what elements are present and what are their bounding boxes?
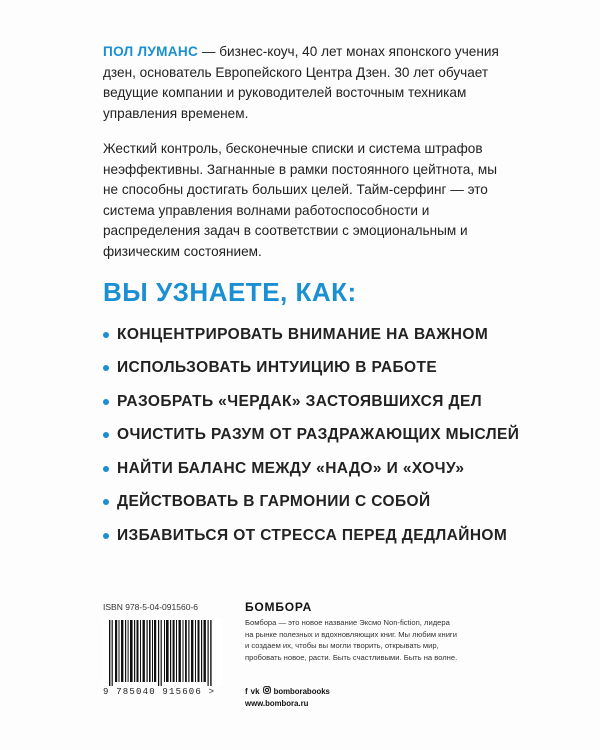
list-item-text: ОЧИСТИТЬ РАЗУМ ОТ РАЗДРАЖАЮЩИХ МЫСЛЕЙ [117, 426, 520, 444]
instagram-icon[interactable] [263, 686, 271, 696]
list-item-text: РАЗОБРАТЬ «ЧЕРДАК» ЗАСТОЯВШИХСЯ ДЕЛ [117, 392, 482, 410]
bullet-dot-icon [103, 432, 109, 438]
barcode-digits: 9 785040 915606 > [103, 687, 216, 697]
bullet-dot-icon [103, 533, 109, 539]
list-item [103, 419, 523, 453]
publisher-block [245, 600, 460, 663]
vk-icon[interactable]: vk [250, 686, 260, 696]
list-item [103, 352, 523, 386]
list-item [103, 452, 523, 486]
social-links [245, 686, 330, 696]
list-item-text: КОНЦЕНТРИРОВАТЬ ВНИМАНИЕ НА ВАЖНОМ [117, 325, 489, 343]
facebook-icon[interactable]: f [245, 686, 248, 696]
author-intro [103, 42, 503, 124]
list-item-text: ДЕЙСТВОВАТЬ В ГАРМОНИИ С СОБОЙ [117, 493, 431, 511]
bullet-dot-icon [103, 466, 109, 472]
book-description: Жесткий контроль, бесконечные списки и система штрафов неэффективны. Загнанные в рамки постоянного цейтнота, мы не способны достигать больших целей. Тайм-серфинг — это система управления волнами работоспособности и распределения задач в соответствии с эмоциональным и физическим состоянием. [103, 141, 497, 259]
list-item-text: НАЙТИ БАЛАНС МЕЖДУ «НАДО» И «ХОЧУ» [117, 459, 465, 477]
publisher-website[interactable]: www.bombora.ru [245, 699, 309, 708]
author-name: ПОЛ ЛУМАНС [103, 44, 199, 59]
barcode-graphic [103, 618, 223, 686]
bullet-dot-icon [103, 332, 109, 338]
list-item-text: ИСПОЛЬЗОВАТЬ ИНТУИЦИЮ В РАБОТЕ [117, 359, 438, 377]
learn-heading: ВЫ УЗНАЕТЕ, КАК: [103, 277, 357, 307]
barcode-icon [103, 618, 223, 686]
learn-list [103, 318, 523, 553]
list-item-text: ИЗБАВИТЬСЯ ОТ СТРЕССА ПЕРЕД ДЕДЛАЙНОМ [117, 526, 508, 544]
bullet-dot-icon [103, 499, 109, 505]
social-handle[interactable]: bomborabooks [273, 686, 330, 696]
list-item [103, 318, 523, 352]
publisher-description: Бомбора — это новое название Эксмо Non-fiction, лидера на рынке полезных и вдохновляющих книг. Мы любим книги и создаем их, чтобы вы могли творить, открывать мир, пробовать новое, расти. Быть счастливыми. Быть на волне. [245, 618, 458, 662]
publisher-name: БОМБОРА [245, 600, 313, 614]
list-item [103, 385, 523, 419]
list-item [103, 486, 523, 520]
bullet-dot-icon [103, 365, 109, 371]
list-item [103, 519, 523, 553]
author-bio: — бизнес-коуч, 40 лет монах японского учения дзен, основатель Европейского Центра Дзен. 30 лет обучает ведущие компании и руководителей восточным техникам управления временем. [103, 44, 499, 121]
isbn-label: ISBN 978-5-04-091560-6 [103, 602, 198, 612]
bullet-dot-icon [103, 399, 109, 405]
